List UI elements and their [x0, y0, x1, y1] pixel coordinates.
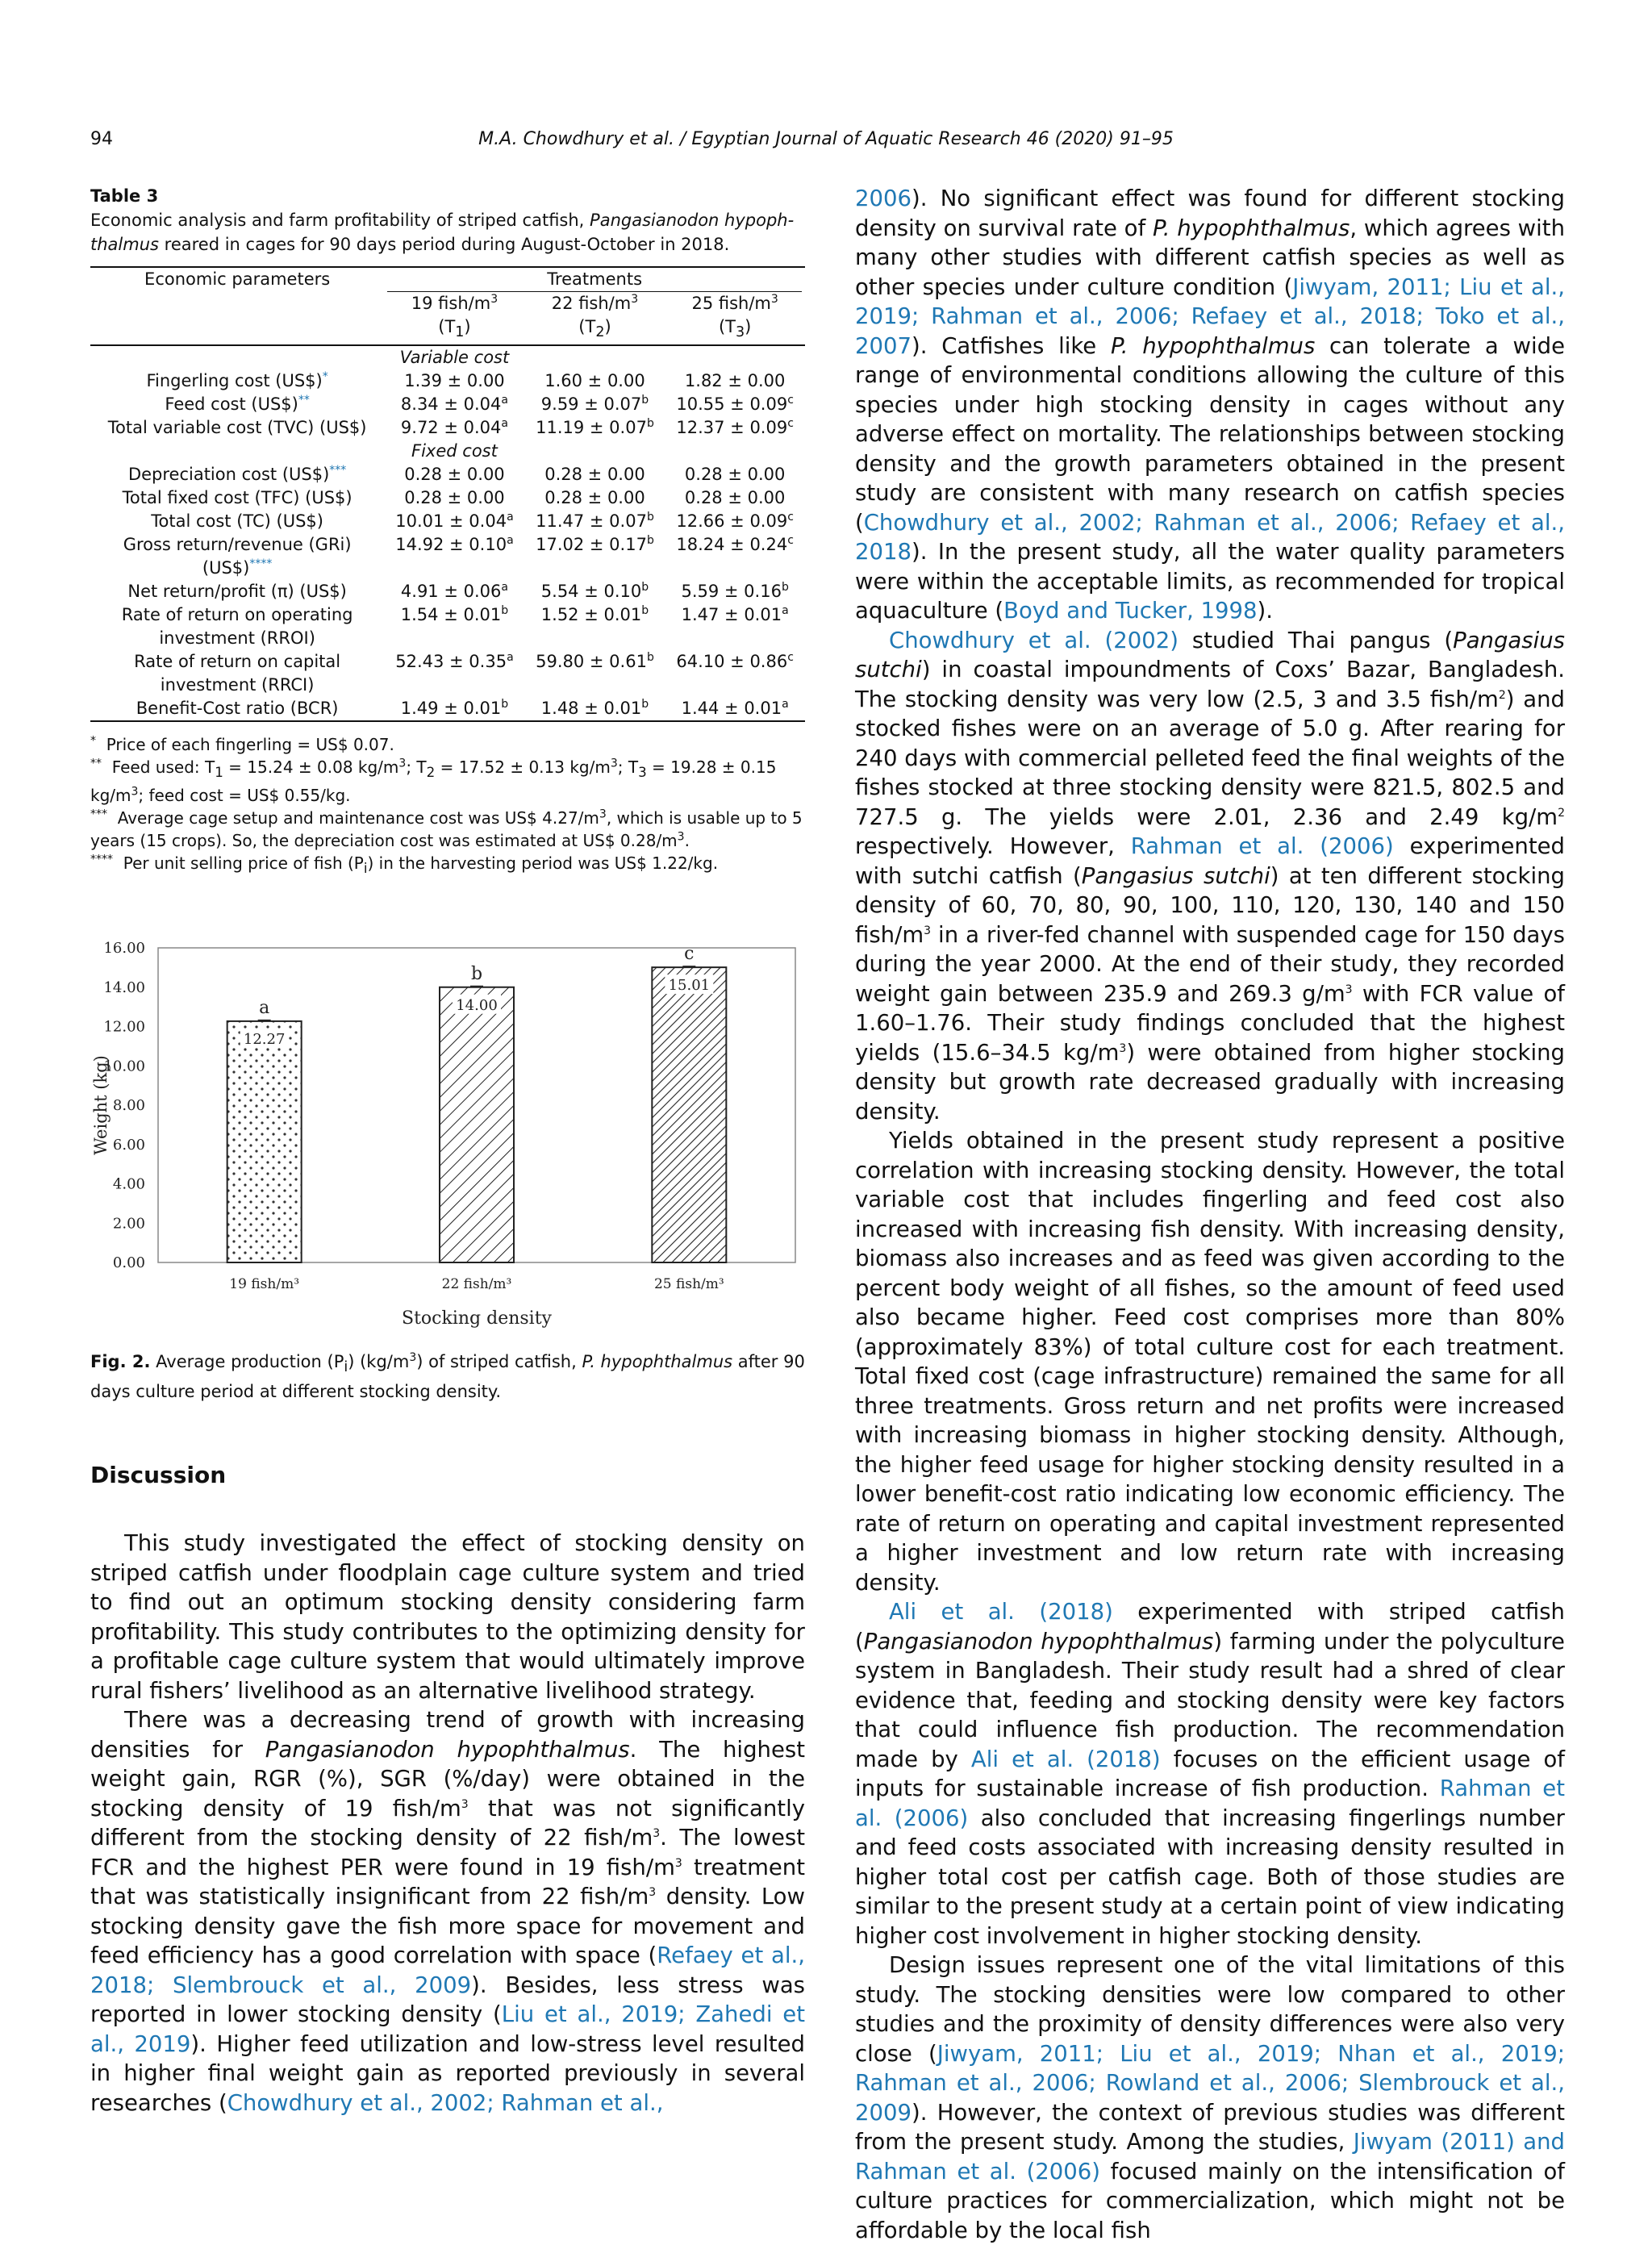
discussion-paragraph-2: There was a decreasing trend of growth with increasing densities for Pangasianodon hypophthalmus. The highest weight gain, RGR (%), SGR (%/day) were obtained in the stocking density of 19 fish/$m^3$ that was not significantly different from the stocking density of 22 fish/$m^3$. The lowest FCR and the highest PER were found in 19 fish/$m^3$ treatment that was statistically insignificant from 22 fish/$m^3$ density. Low stocking density gave the fish more space for movement and feed efficiency has a good correlation with space (Refaey et al., 2018; Slembrouck et al., 2009). Besides, less stress was reported in lower stocking density (Liu et al., 2019; Zahedi et al., 2019). Higher feed utilization and low-stress level resulted in higher final weight gain as reported previously in several researches (Chowdhury et al., 2002; Rahman et al., [90, 1707, 806, 2116]
table-row [90, 533, 805, 580]
cell-t2: 9.59 ± 0.07$^b$ [540, 394, 649, 415]
data-label: 12.27 [243, 1031, 286, 1049]
table-footnotes [90, 733, 805, 880]
cell-t3: 0.28 ± 0.00 [684, 465, 786, 485]
cell-t1: 0.28 ± 0.00 [404, 488, 505, 508]
table-row [90, 369, 805, 393]
figure-caption-text: Average production $(P_i)$ $(kg/m^3)$ of striped catfish, P. hypophthalmus after 90 days culture period at different stocking density. [90, 1351, 805, 1402]
cell-t1: 8.34 ± 0.04$^a$ [400, 394, 508, 415]
running-header: M.A. Chowdhury et al. / Egyptian Journal of Aquatic Research 46 (2020) 91–95 [478, 129, 1174, 149]
col-header-param: Economic parameters [90, 267, 384, 292]
y-tick-label: 12.00 [103, 1018, 145, 1036]
cell-t3: 1.44 ± 0.01$^a$ [681, 698, 789, 719]
section-fixed-cost: Fixed cost [411, 441, 498, 461]
citation-link[interactable]: Boyd and Tucker, 1998 [1003, 598, 1258, 624]
y-tick-label: 16.00 [103, 940, 145, 958]
citation-link[interactable]: Liu et al., 2019; Zahedi et al., 2019 [90, 2001, 805, 2057]
cell-t1: 1.54 ± 0.01$^b$ [400, 604, 509, 625]
bar-chart [90, 940, 805, 1335]
citation-link[interactable]: Jiwyam (2011) and Rahman et al. (2006) [855, 2129, 1565, 2184]
rows-fixed [90, 463, 805, 720]
row-param: Total fixed cost (TFC) (US$) [122, 488, 353, 508]
cell-t3: 1.82 ± 0.00 [684, 371, 786, 391]
table-row [90, 650, 805, 697]
col-t3: 25 fish/$m^3$ $(T_3)$ [665, 292, 805, 345]
discussion-heading: Discussion [90, 1462, 227, 1489]
citation-link[interactable]: 2006 [855, 186, 912, 211]
footnote-1: * Price of each fingerling = US$ 0.07. [90, 734, 394, 755]
cell-t3: 0.28 ± 0.00 [684, 488, 786, 508]
cell-t3: 12.37 ± 0.09$^c$ [676, 417, 794, 438]
discussion-paragraph-2-cont: 2006). No significant effect was found for different stocking density on survival rate of P. hypophthalmus, which agrees with many other studies with different catfish species as well as other species under culture condition (Jiwyam, 2011; Liu et al., 2019; Rahman et al., 2006; Refaey et al., 2018; Toko et al., 2007). Catfishes like P. hypophthalmus can tolerate a wide range of environmental conditions allowing the culture of this species under high stocking density in cages without any adverse effect on mortality. The relationships between stocking density and the growth parameters obtained in the present study are consistent with many research on catfish species (Chowdhury et al., 2002; Rahman et al., 2006; Refaey et al., 2018). In the present study, all the water quality parameters were within the acceptable limits, as recommended for tropical aquaculture (Boyd and Tucker, 1998). [855, 186, 1565, 624]
discussion-paragraph-6: Design issues represent one of the vital limitations of this study. The stocking densities were low compared to other studies and the proximity of density differences were also very close (Jiwyam, 2011; Liu et al., 2019; Nhan et al., 2019; Rahman et al., 2006; Rowland et al., 2006; Slembrouck et al., 2009). However, the context of previous studies was different from the present study. Among the studies, Jiwyam (2011) and Rahman et al. (2006) focused mainly on the intensification of culture practices for commercialization, which might not be affordable by the local fish [855, 1952, 1565, 2243]
cell-t2: 1.52 ± 0.01$^b$ [540, 604, 649, 625]
figure-label: Fig. 2. [90, 1352, 151, 1372]
row-param: Total variable cost (TVC) (US$) [107, 418, 367, 438]
cell-t2: 11.47 ± 0.07$^b$ [536, 511, 654, 532]
cell-t2: 0.28 ± 0.00 [544, 488, 645, 508]
table-row [90, 697, 805, 720]
cell-t1: 1.49 ± 0.01$^b$ [400, 698, 509, 719]
section-variable-cost: Variable cost [399, 348, 510, 368]
row-param: Gross return/revenue (GRi) (US$)**** [123, 535, 352, 578]
cell-t1: 1.39 ± 0.00 [404, 371, 505, 391]
citation-link[interactable]: Rahman et al. (2006) [855, 1776, 1566, 1831]
cell-t3: 18.24 ± 0.24$^c$ [676, 534, 794, 555]
cell-t3: 5.59 ± 0.16$^b$ [681, 581, 789, 602]
y-tick-label: 10.00 [103, 1058, 145, 1075]
data-label: 14.00 [456, 996, 498, 1014]
cell-t2: 0.28 ± 0.00 [544, 465, 645, 485]
citation-link[interactable]: Ali et al. (2018) [889, 1599, 1113, 1625]
table-caption [90, 184, 805, 257]
cell-t3: 12.66 ± 0.09$^c$ [676, 511, 794, 532]
y-tick-label: 6.00 [112, 1136, 145, 1154]
x-tick-label: 22 fish/m³ [441, 1276, 512, 1293]
cell-t2: 17.02 ± 0.17$^b$ [536, 534, 654, 555]
row-param: Feed cost (US$)** [165, 394, 310, 415]
cell-t3: 1.47 ± 0.01$^a$ [681, 604, 789, 625]
y-tick-label: 0.00 [112, 1254, 145, 1272]
row-param: Depreciation cost (US$)*** [127, 464, 347, 485]
table-caption-text: Economic analysis and farm profitability of striped catfish, Pangasianodon hypophthalmus reared in cages for 90 days period during August-October in 2018. [90, 211, 795, 254]
col-t1: 19 fish/$m^3$ $(T_1)$ [384, 292, 524, 345]
bar [440, 987, 514, 1262]
row-param: Benefit-Cost ratio (BCR) [136, 699, 339, 719]
table-label: Table 3 [90, 186, 159, 206]
row-param: Rate of return on capital investment (RRCI) [134, 652, 341, 695]
significance-letter: a [259, 998, 270, 1019]
discussion-paragraph-5: Ali et al. (2018) experimented with striped catfish (Pangasianodon hypophthalmus) farming under the polyculture system in Bangladesh. Their study result had a shred of clear evidence that, feeding and stocking density were key factors that could influence fish production. The recommendation made by Ali et al. (2018) focuses on the efficient usage of inputs for sustainable increase of fish production. Rahman et al. (2006) also concluded that increasing fingerlings number and feed costs associated with increasing density resulted in higher total cost per catfish cage. Both of those studies are similar to the present study at a certain point of view indicating higher cost involvement in higher stocking density. [855, 1599, 1566, 1949]
bar [652, 967, 726, 1262]
col-t2: 22 fish/$m^3$ $(T_2)$ [525, 292, 665, 345]
cell-t1: 10.01 ± 0.04$^a$ [395, 511, 514, 532]
cell-t1: 52.43 ± 0.35$^a$ [395, 651, 514, 672]
table-row [90, 580, 805, 603]
cell-t1: 14.92 ± 0.10$^a$ [395, 534, 514, 555]
cell-t3: 64.10 ± 0.86$^c$ [676, 651, 794, 672]
y-tick-label: 8.00 [112, 1097, 145, 1115]
cell-t1: 0.28 ± 0.00 [404, 465, 505, 485]
economics-table [90, 266, 805, 722]
page-number: 94 [90, 129, 113, 149]
citation-link[interactable]: Chowdhury et al., 2002; Rahman et al., 2006; Refaey et al., 2018 [855, 509, 1565, 565]
cell-t2: 1.48 ± 0.01$^b$ [540, 698, 649, 719]
figure-caption [90, 1350, 805, 1404]
bar [227, 1021, 302, 1262]
discussion-paragraph-3: Chowdhury et al. (2002) studied Thai pangus (Pangasius sutchi) in coastal impoundments of Coxs’ Bazar, Bangladesh. The stocking density was very low (2.5, 3 and 3.5 fish/$m^2$) and stocked fishes were on an average of 5.0 g. After rearing for 240 days with commercial pelleted feed the final weights of the fishes stocked at three stocking density were 821.5, 802.5 and 727.5 g. The yields were 2.01, 2.36 and 2.49 $kg/m^2$ respectively. However, Rahman et al. (2006) experimented with sutchi catfish (Pangasius sutchi) at ten different stocking density of 60, 70, 80, 90, 100, 110, 120, 130, 140 and 150 fish/$m^3$ in a river-fed channel with suspended cage for 150 days during the year 2000. At the end of their study, they recorded weight gain between 235.9 and 269.3 $g/m^3$ with FCR value of 1.60–1.76. Their study findings concluded that the highest yields (15.6–34.5 $kg/m^3$) were obtained from higher stocking density but growth rate decreased gradually with increasing density. [855, 627, 1566, 1125]
significance-letter: c [684, 944, 695, 965]
y-tick-label: 14.00 [103, 979, 145, 996]
citation-link[interactable]: Rahman et al. (2006) [1130, 833, 1394, 859]
cell-t2: 5.54 ± 0.10$^b$ [540, 581, 649, 602]
y-axis-label: Weight (kg) [91, 1055, 111, 1156]
citation-link[interactable]: Jiwyam, 2011; Liu et al., 2019; Nhan et al., 2019; Rahman et al., 2006; Rowland et al., 2006; Slembrouck et al., 2009 [855, 2040, 1565, 2126]
left-column [90, 184, 805, 2118]
discussion-paragraph-4: Yields obtained in the present study represent a positive correlation with increasing stocking density. However, the total variable cost that includes fingerling and feed cost also increased with increasing fish density. With increasing density, biomass also increases and as feed was given according to the percent body weight of all fishes, so the amount of feed used also became higher. Feed cost comprises more than 80% (approximately 83%) of total culture cost for each treatment. Total fixed cost (cage infrastructure) remained the same for all three treatments. Gross return and net profits were increased with increasing biomass in higher stocking density. Although, the higher feed usage for higher stocking density resulted in a lower benefit-cost ratio indicating low economic efficiency. The rate of return on operating and capital investment represented a higher investment and low return rate with increasing density. [855, 1128, 1565, 1596]
cell-t2: 1.60 ± 0.00 [544, 371, 645, 391]
footnote-4: **** Per unit selling price of fish $(P_i)$ in the harvesting period was US$ 1.22/kg. [90, 853, 719, 877]
citation-link[interactable]: Chowdhury et al. (2002) [889, 627, 1179, 653]
significance-letter: b [470, 963, 483, 984]
y-tick-label: 2.00 [112, 1215, 145, 1233]
citation-link[interactable]: Chowdhury et al., 2002; Rahman et al., [227, 2089, 664, 2116]
y-tick-label: 4.00 [112, 1175, 145, 1193]
table-row [90, 486, 805, 510]
x-axis-label: Stocking density [402, 1308, 552, 1329]
table-row [90, 463, 805, 486]
row-param: Net return/profit (π) (US$) [127, 582, 347, 602]
x-tick-label: 25 fish/m³ [653, 1276, 724, 1293]
right-column [855, 184, 1565, 2245]
cell-t2: 11.19 ± 0.07$^b$ [536, 417, 654, 438]
col-header-treatments: Treatments [384, 267, 805, 292]
table-row [90, 393, 805, 416]
cell-t2: 59.80 ± 0.61$^b$ [536, 651, 654, 672]
row-param: Rate of return on operating investment (RROI) [121, 605, 353, 649]
data-label: 15.01 [668, 977, 711, 995]
table-row [90, 416, 805, 440]
x-tick-label: 19 fish/m³ [229, 1276, 300, 1293]
citation-link[interactable]: Refaey et al., 2018; Slembrouck et al., 2009 [90, 1942, 805, 1998]
cell-t1: 9.72 ± 0.04$^a$ [400, 417, 508, 438]
cell-t3: 10.55 ± 0.09$^c$ [676, 394, 794, 415]
table-row [90, 510, 805, 533]
footnote-2: ** Feed used: $T_1 = 15.24 \pm 0.08$ $kg/m^3$; $T_2 = 17.52 \pm 0.13$ $kg/m^3$; $T_3 = 19.28 \pm 0.15$ $kg/m^3$; feed cost = US$ 0.55/kg. [90, 757, 777, 806]
discussion-paragraph-1: This study investigated the effect of stocking density on striped catfish under floodplain cage culture system and tried to find out an optimum stocking density considering farm profitability. This study contributes to the optimizing density for a profitable cage culture system that would ultimately improve rural fishers’ livelihood as an alternative livelihood strategy. [90, 1530, 805, 1704]
table-row [90, 603, 805, 650]
row-param: Total cost (TC) (US$) [151, 511, 323, 532]
rows-variable [90, 369, 805, 440]
row-param: Fingerling cost (US$)* [146, 370, 328, 391]
citation-link[interactable]: Ali et al. (2018) [970, 1746, 1161, 1772]
figure-2-chart [90, 940, 805, 1335]
citation-link[interactable]: Jiwyam, 2011; Liu et al., 2019; Rahman et al., 2006; Refaey et al., 2018; Toko et al., 2007 [855, 273, 1565, 359]
cell-t1: 4.91 ± 0.06$^a$ [400, 581, 508, 602]
footnote-3: *** Average cage setup and maintenance cost was US$ $4.27/m^3$, which is usable up to 5 years (15 crops). So, the depreciation cost was estimated at US$ $0.28/m^3$. [90, 807, 803, 851]
